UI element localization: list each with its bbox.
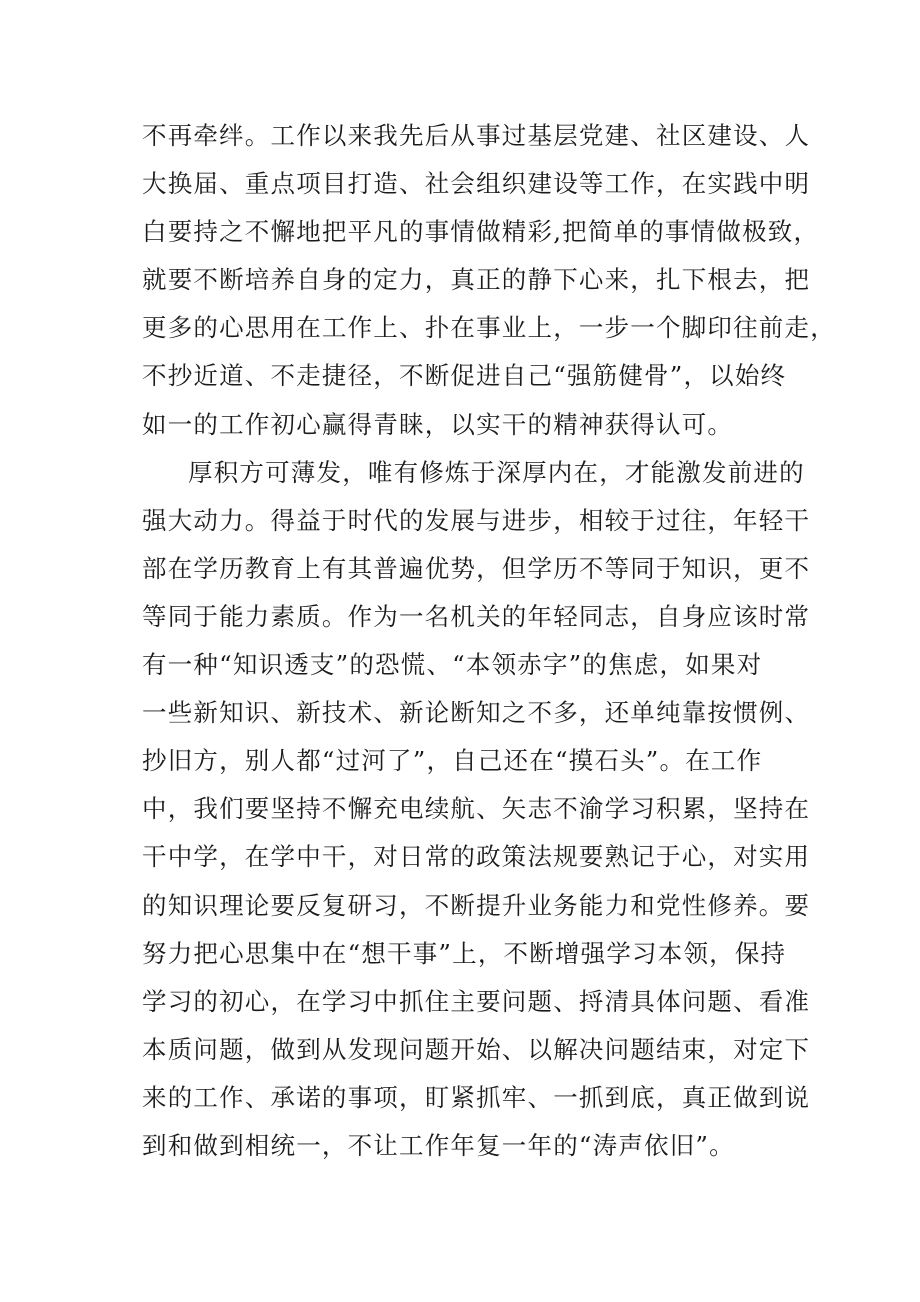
paragraph-2 (142, 449, 811, 1170)
text-line: 到和做到相统一，不让工作年复一年的“涛声依旧”。 (142, 1130, 735, 1160)
text-line: 更多的心思用在工作上、扑在事业上，一步一个脚印往前走， (142, 313, 836, 343)
text-line: 中，我们要坚持不懈充电续航、矢志不渝学习积累，坚持在 (142, 794, 811, 824)
text-line: 强大动力。得益于时代的发展与进步，相较于过往，年轻干 (142, 505, 811, 535)
text-line: 干中学，在学中干，对日常的政策法规要熟记于心，对实用 (142, 842, 811, 872)
text-line: 本质问题，做到从发现问题开始、以解决问题结束，对定下 (142, 1034, 811, 1064)
text-line: 不抄近道、不走捷径，不断促进自己“强筋健骨”，以始终 (142, 361, 787, 391)
text-line: 抄旧方，别人都“过河了”，自己还在“摸石头”。在工作 (142, 746, 763, 776)
text-line: 不再牵绊。工作以来我先后从事过基层党建、社区建设、人 (142, 121, 811, 150)
text-line: 如一的工作初心赢得青睐，以实干的精神获得认可。 (142, 409, 734, 439)
text-line: 白要持之不懈地把平凡的事情做精彩,把简单的事情做极致， (142, 217, 820, 247)
text-line: 来的工作、承诺的事项，盯紧抓牢、一抓到底，真正做到说 (142, 1082, 811, 1112)
document-body (142, 112, 836, 1170)
text-line: 就要不断培养自身的定力，真正的静下心来，扎下根去，把 (142, 265, 811, 295)
text-line: 大换届、重点项目打造、社会组织建设等工作，在实践中明 (142, 169, 811, 199)
text-line: 学习的初心，在学习中抓住主要问题、捋清具体问题、看准 (142, 986, 811, 1016)
text-line: 努力把心思集中在“想干事”上，不断增强学习本领，保持 (142, 938, 787, 968)
text-line-indented: 厚积方可薄发，唯有修炼于深厚内在，才能激发前进的 (188, 457, 805, 487)
text-line: 有一种“知识透支”的恐慌、“本领赤字”的焦虑，如果对 (142, 650, 763, 680)
text-line: 一些新知识、新技术、新论断知之不多，还单纯靠按惯例、 (142, 698, 811, 728)
text-line: 部在学历教育上有其普遍优势，但学历不等同于知识，更不 (142, 553, 811, 583)
paragraph-1 (142, 112, 836, 449)
text-line: 等同于能力素质。作为一名机关的年轻同志，自身应该时常 (142, 601, 811, 631)
text-line: 的知识理论要反复研习，不断提升业务能力和党性修养。要 (142, 890, 811, 920)
